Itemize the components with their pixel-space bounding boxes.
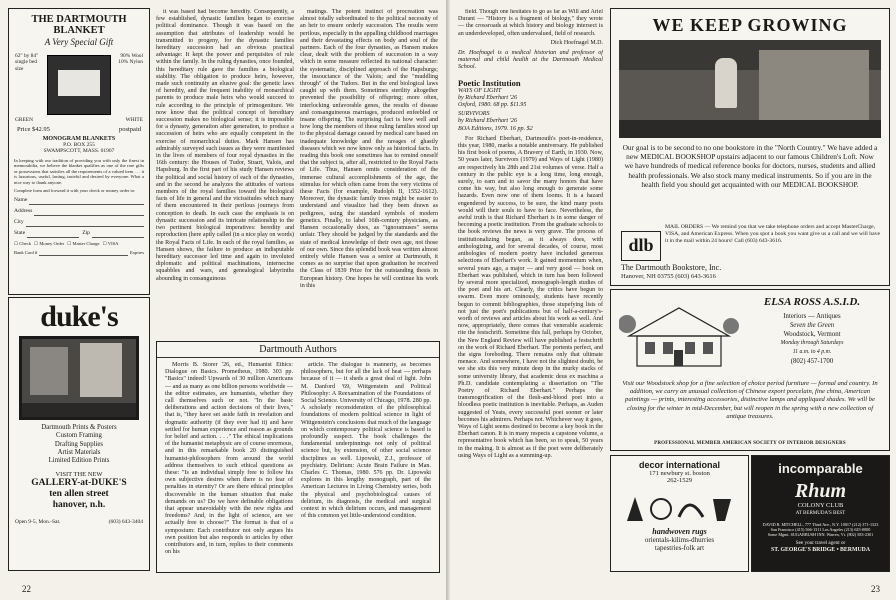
bank-card-field[interactable] bbox=[39, 250, 128, 256]
blanket-address1: P.O. BOX 255 bbox=[63, 142, 95, 148]
review-signature: Dick Hoefnagel M.D. bbox=[550, 39, 603, 46]
page-number-left: 22 bbox=[22, 584, 31, 594]
poetry-review-text: For Richard Eberhart, Dartmouth's poet-in-residence, this year, 1980, marks a notable anniversary. He published his first book of poems, A Bravery of Earth, in 1930. Now, 50 years later, Survivors (1979) and Ways of Light (1980) are respectively his 28th and 21st volumes of verse. Half a century in the public eye is a long time, long enough, surely, to earn and to savor the many honors that have come his way, but also long enough to generate some hazards. Even now one of them looms. It is a hazard engendered by success, to be sure, the kind many poets would will their souls to have to face. Nevertheless, the awful truth is that Richard Eberhart is in some danger of becoming a poetic institution. From the graduate schools to the book reviews the news is very grave. The process of institutionalizing began, as it always does, with anthologizing, and for several decades, of course, most anthologies of modern poetry have included generous selections of Eberhart's work. It gained momentum when, several years ago, a major — and very good — book on Eberhart was published, which in turn has been followed by several more specialized, monograph-length studies of the poet and his art. Clearly, the critics have begun to swarm. Even more ominously, students have recently begun to commit bibliographies, those stupefying lists of not just the poet's publications but of half-a-century's-worth of reviews and articles about his work as well. And now, appropriately, there comes that venerable academic rite the festschrift. Sometime this fall, perhaps by October, the New England Review will have published a festschrift on the work of Richard Eberhart. The portents perfect, and the signs foreboding. There remains only that ultimate menace. And somewhere, I have not the slightest doubt, be we she sits this very minute deep in the murky stacks of some university library, that academic deus ex machina a Ph.D. candidate contemplating a dissertation on "The Poetry of Richard Eberhart." Perhaps the transmogrification of the flesh-and-blood poet into a bloodless poetic institution is inevitable. Perhaps, as Auden suggested of Yeats, every successful poet sooner or later becomes his admirers. Perhaps not. Whichever way it goes, Ways of Light seems destined to become a key book in the Eberhart canon. It is in many respects a capstone volume, a representative book which has been, so to speak, 50 years in the making. It is almost as if the poet were deliberately using Ways of Light as a summing-up. bbox=[458, 135, 603, 459]
review-column-a bbox=[156, 9, 294, 334]
order-form bbox=[14, 197, 144, 256]
incomparable-agent: See your travel agent or bbox=[795, 540, 846, 546]
decor-title: decor international bbox=[638, 460, 720, 470]
zip-field[interactable] bbox=[92, 230, 144, 238]
incomparable-ad bbox=[751, 455, 890, 572]
decor-phone: 262-1529 bbox=[667, 477, 692, 484]
history-text: field. Though one hesitates to go as far as Will and Ariel Durant — "History is a fragment of biology," they wrote — the crossroads at which history and biology intersect is an underdeveloped, often undervalued, field of research. bbox=[458, 9, 603, 37]
blanket-order-line: Complete form and forward it with your check or money order to: bbox=[14, 188, 136, 194]
page-number-right: 23 bbox=[871, 584, 880, 594]
incomparable-sub: COLONY CLUB bbox=[797, 502, 844, 509]
dlb-logo: dlb bbox=[621, 231, 661, 261]
payment-options bbox=[14, 241, 144, 247]
bookstore-photo bbox=[619, 40, 881, 138]
review-column-b bbox=[300, 9, 438, 334]
color-white-label: WHITE bbox=[125, 116, 143, 123]
form-city-label: City bbox=[14, 219, 24, 226]
dukes-services bbox=[9, 424, 149, 465]
review-text-a: it was based had become heredity. Consequently, a few established, dynastic families began to exercise political dominance. Though it was based on the assumption that attributes of leadership would be transmitted to progeny, for the dynastic families hereditary succession had an obvious practical advantage: It kept the power and perquisites of rule within the family. In the ruling dynasties, once founded, this hereditary rule gave the families a biological stability. The obligation to produce heirs, however, made such continuity an elusive goal: the genetic laws of heredity, and the frequent inability of monarchical parents to produce male heirs who would succeed to rule according to the principle of primogeniture. We now know that the political concept of hereditary succession makes no biological sense; it is impossible for a dynasty, generation after generation, to produce a succession of heirs who are equally competent in the exercise of monarchical duties. Mark Hansen has admirably surveyed such issues as they were manifested in the lives of members of four royal dynasties in the 16th century: the Houses of Tudor, Stuart, Valois, and Hapsburg. In the first part of his study Hansen reviews the political and social history of each of the dynasties, and in the second he analyzes the attitudes of various members of the royal families toward the biological facts of life in general and the vicissitudes which many of them encountered in their perilous journeys from conception to death. In each case the emphasis is on dynastic succession and its intricate relationship to the two pertinent biological imperatives: heredity and reproduction (here aptly called (in a nice play on words) the Royal Facts of Life. In each of the royal families, as Hansen shows, the failure to produce an indisputable hereditary successor led time and again to involuted diplomatic and political machinations, internecine squabbles and wars, and genealogical labyrinths abounding in consanguinous bbox=[156, 9, 294, 282]
growing-mail-orders: MAIL ORDERS — We remind you that we take telephone orders and accept MasterCharge, VISA, and American Express. When you spot a book you want give us a call and we will have it in the mail within 24 hours! Call (603) 643-3616. bbox=[665, 224, 881, 244]
dukes-service-art-materials: Artist Materials bbox=[57, 448, 101, 456]
ross-line-interiors: Interiors — Antiques bbox=[783, 313, 841, 320]
color-green-label: GREEN bbox=[15, 116, 33, 123]
decor-international-ad bbox=[610, 455, 749, 572]
form-zip-label: Zip bbox=[82, 230, 90, 237]
form-state-label: State bbox=[14, 230, 26, 237]
dartmouth-blanket-ad bbox=[8, 8, 150, 295]
blanket-illustration bbox=[15, 51, 143, 123]
left-page bbox=[0, 0, 446, 600]
blanket-blurb: In keeping with our tradition of providing you with only the finest in memorabilia, we believe the blanket qualifies as one of the rare gifts or possessions that satisfies all the requirements of a valued item . . . it is luxurious, useful, lasting, tasteful and desired by everyone. What a nice way to thank anyone. bbox=[14, 158, 144, 185]
dartmouth-authors-heading: Dartmouth Authors bbox=[157, 342, 439, 358]
bookstore-name: The Dartmouth Bookstore, Inc. bbox=[621, 263, 722, 272]
reviewer-note: Dr. Hoefnagel is a medical historian and professor of maternal and child health at the Dartmouth Medical School. bbox=[458, 50, 603, 71]
incomparable-brand: Rhum bbox=[794, 480, 847, 502]
address-field[interactable] bbox=[34, 208, 144, 216]
decor-folk-art bbox=[621, 487, 738, 527]
ross-line-town: Woodstock, Vermont bbox=[783, 331, 841, 338]
name-field[interactable] bbox=[29, 197, 144, 205]
dukes-footer bbox=[15, 519, 143, 525]
incomparable-more: Some Mgmt. SUGARBUSH INN. Warren, Vt. (802) 583-2301 bbox=[767, 532, 874, 537]
dukes-town: hanover, n.h. bbox=[52, 500, 106, 511]
dukes-logo: duke's bbox=[40, 300, 118, 333]
dukes-service-limited-prints: Limited Edition Prints bbox=[48, 457, 110, 465]
growing-body: Our goal is to be second to no one bookstore in the "North Country." We have added a new MEDICAL BOOKSHOP upstairs adjacent to our famous Children's Loft. Now we have hundreds of medical reference books for doctors, nurses, students and allied health professionals. We also stock many medical instruments. So if you are in the health field you should get acquainted with our MEDICAL BOOKSHOP. bbox=[622, 143, 878, 189]
blanket-size: 62" by 84" single bed size bbox=[15, 53, 39, 72]
right-page bbox=[450, 0, 896, 600]
book1-author: by Richard Eberhart '26 bbox=[458, 94, 518, 101]
blanket-price: Price $42.95 bbox=[17, 126, 50, 133]
form-address-label: Address bbox=[14, 208, 33, 215]
book1-publisher: Oxford, 1980. 68 pp. $11.95 bbox=[458, 102, 527, 109]
dukes-gallery-photo bbox=[19, 336, 139, 420]
dukes-street: ten allen street bbox=[49, 489, 109, 500]
blanket-company: MONOGRAM BLANKETS bbox=[42, 136, 116, 142]
incomparable-footer: ST. GEORGE'S BRIDGE • BERMUDA bbox=[770, 547, 871, 553]
growing-headline: WE KEEP GROWING bbox=[652, 15, 848, 35]
poetry-heading: Poetic Institution bbox=[458, 77, 521, 88]
blanket-image bbox=[47, 55, 111, 115]
review-text-b: matings. The potent instinct of procreation was almost totally subordinated to the political necessity of an heir to ensure orderly succession. The results were perilous, especially in the appalling childhood marriages and their devastating effects on body and soul of the partners. Each of the four dynasties, as Hansen makes clear, dealt with the problem of succession in a way which in some measure reflected its national character: the systematic, disciplined approach of the Hapsburgs; the insouciance of the Valois; and the "muddling through" of the Tudors. But in the end biological laws caught up with them. Sometimes sterility altogether prevented the possibility of offspring; more often, interlocking unfavorable genes, the results of disease and consanguineous marriages, produced enfeebled or insane offspring. The surprising fact is how well and how long the members of these ruling families stood up to the physical damage caused by medical care based on inadequate knowledge and the ravages of ghastly diseases which we now know only as historical facts. In reading this book one sometimes has to remind oneself that the subject is, after all, restricted to the Royal Facts of Life. Thus, Hansen omits consideration of the immense cultural accomplishments of the age, the stimulus for which often came from the very victims of these Facts (for example, Rudolph II, 1552-1612). Moreover, the dynastic family trees might be easier to understand and visualize had they been drawn as pedigrees, using the standard symbols of modern genetics. Finally, to label 16th-century physicians, as Hansen occasionally does, as "ignoramuses" seems unfair. They should be judged by the standards and the state of medical knowledge of their own age, not those of our own. Since this splendid book was written almost entirely while Hansen was a senior at Dartmouth, it comes as no surprise that upon graduation he received the Class of 1839 Prize for the outstanding thesis in European history. One hopes he will continue his work in this bbox=[300, 9, 438, 289]
house-illustration bbox=[619, 296, 739, 370]
decor-line-orientals: orientals-kilims-dhurries bbox=[644, 536, 715, 544]
dukes-ad bbox=[8, 297, 150, 571]
incomparable-title: incomparable bbox=[778, 461, 863, 476]
ross-info bbox=[741, 312, 883, 366]
blanket-postpaid: postpaid bbox=[118, 126, 141, 133]
dukes-service-drafting: Drafting Supplies bbox=[54, 440, 104, 448]
decor-line-tapestries: tapestries-folk art bbox=[654, 544, 705, 552]
authors-text-2: article. The dialogue is manneriy, as becomes philosophers, but for all the lack of heat — perhaps because of it — it sheds a great deal of light. John M. Danford '69, Wittgenstein and Political Philosophy: A Reexamination of the Foundations of Social Science. University of Chicago, 1978. 280 pp. A scholarly reconsideration of the philosophical foundations of modern political science in light of Wittgenstein's conclusions that much of the language on which contemporary political science is based is profoundly suspect. The book challenges the fundamental underpinnings not only of political science but, by extension, of other social science disciplines as well. Lipowski, Z.J., professor of psychiatry. Delirium: Acute Brain Failure in Man. Charles C. Thomas, 1980. 576 pp. Dr. Lipowski explores in this lengthy monograph, part of the American Lectures in Living Chemistry series, both the physical and psychobiological causes of delirium, its diagnosis, the medical and surgical context in which delirium occurs, and management of this common yet little-understood condition. bbox=[301, 362, 431, 520]
book1-title: WAYS OF LIGHT bbox=[458, 87, 502, 94]
payment-visa-option[interactable]: ☐ VISA bbox=[102, 241, 119, 247]
dukes-phone: (603) 643-3404 bbox=[108, 519, 143, 526]
expires-label: Expires bbox=[129, 250, 144, 256]
authors-text-1: Morris B. Storer '26, ed., Humanist Ethics: Dialogue on Basics. Prometheus, 1980. 303 pp. "Basics" indeed! Upwards of 30 million Americans — and as many as one billion persons worldwide — the editor estimates, are humanists, whether they call themselves such or not. "In the basic deliberations and action decisions of their lives," that is, "they have set aside faith in revelation and dogmatic authority (if they ever had it) and have settled for human experience and reason as grounds for belief and action. . . ." The ethical implications of the humanist metaphysic are of course enormous, and in this remarkable book 20 distinguished humanist-philosophers from around the world address themselves to such ethical questions as these: "Is an individual simply free to follow his own subjective desires when there is no fear of penalties in eternity? Or are there ethical principles discoverable in the human situation that make demands on us? Do we have definable obligations that appear unavoidably with the new rights and freedoms? And, in the light of science, are we actually free to choose?" The format is that of a symposium: Each contributor not only argues his own position but also responds to articles by other contributors and, in turn, replies to their comments on his bbox=[165, 362, 293, 556]
incomparable-offices: San Francisco (415) 566-1311 Los Angeles (213) 625-0000 bbox=[770, 527, 871, 532]
city-field[interactable] bbox=[26, 219, 144, 227]
ross-line-hours: 11 a.m. to 4 p.m. bbox=[792, 349, 832, 355]
book2-author: by Richard Eberhart '26 bbox=[458, 118, 518, 125]
dukes-hours: Open 9-5, Mon.-Sat. bbox=[15, 519, 61, 526]
blanket-title: THE DARTMOUTH BLANKET bbox=[31, 14, 127, 36]
authors-column-2 bbox=[301, 362, 431, 568]
bookstore-address: Hanover, NH 03755 (603) 643-3616 bbox=[621, 273, 716, 280]
we-keep-growing-ad bbox=[610, 8, 890, 286]
state-field[interactable] bbox=[27, 230, 79, 238]
blanket-subtitle: A Very Special Gift bbox=[44, 37, 114, 47]
incomparable-origin: AT BERMUDA'S BEST bbox=[795, 511, 846, 516]
ross-footer: PROFESSIONAL MEMBER AMERICAN SOCIETY OF INTERIOR DESIGNERS bbox=[654, 441, 846, 446]
dukes-visit: VISIT THE NEW bbox=[55, 471, 103, 479]
book2-publisher: BOA Editions, 1979. 16 pp. $2 bbox=[458, 125, 533, 132]
elsa-ross-ad bbox=[610, 289, 890, 451]
ross-line-green: Seven the Green bbox=[789, 322, 835, 329]
dukes-service-framing: Custom Framing bbox=[56, 432, 102, 440]
ross-line-days: Monday through Saturdays bbox=[780, 340, 844, 346]
dukes-gallery: GALLERY-at-DUKE'S bbox=[31, 478, 127, 489]
dukes-service-prints: Dartmouth Prints & Posters bbox=[41, 424, 117, 431]
ross-body: Visit our Woodstock shop for a fine selection of choice period furniture — formal and country. In addition, we carry an unusual collection of Chinese export porcelain, fine china, American paintings — prints, interesting accessories, distinctive lamps and appliqued shades. We will be closing for the winter in mid-December, but will reopen in the spring with a new collection of antique treasures. bbox=[622, 380, 878, 420]
decor-line-rugs: handwoven rugs bbox=[652, 527, 707, 536]
dartmouth-authors-box bbox=[156, 341, 440, 573]
payment-check-option[interactable]: ☐ Check bbox=[14, 241, 32, 247]
blanket-price-row bbox=[17, 126, 141, 133]
decor-address: 171 newbury st. boston bbox=[649, 470, 710, 477]
blanket-material: 90% Wool 10% Nylon bbox=[118, 53, 143, 66]
authors-column-1 bbox=[165, 362, 293, 568]
blanket-address2: SWAMPSCOTT, MASS. 01907 bbox=[43, 148, 115, 154]
form-name-label: Name bbox=[14, 197, 28, 204]
payment-money-order-option[interactable]: ☐ Money Order bbox=[34, 241, 65, 247]
payment-master-charge-option[interactable]: ☐ Master Charge bbox=[67, 241, 100, 247]
incomparable-importer: DAVID B. MITCHELL, 777 Third Ave., N.Y. 10017 (212) 371-1323 bbox=[762, 522, 879, 527]
bank-card-label: Bank Card # bbox=[14, 250, 38, 256]
book2-title: SURVIVORS bbox=[458, 111, 490, 118]
ross-title: ELSA ROSS A.S.I.D. bbox=[763, 296, 861, 308]
ross-line-phone: (802) 457-1700 bbox=[790, 358, 834, 365]
right-column-1 bbox=[458, 9, 603, 575]
